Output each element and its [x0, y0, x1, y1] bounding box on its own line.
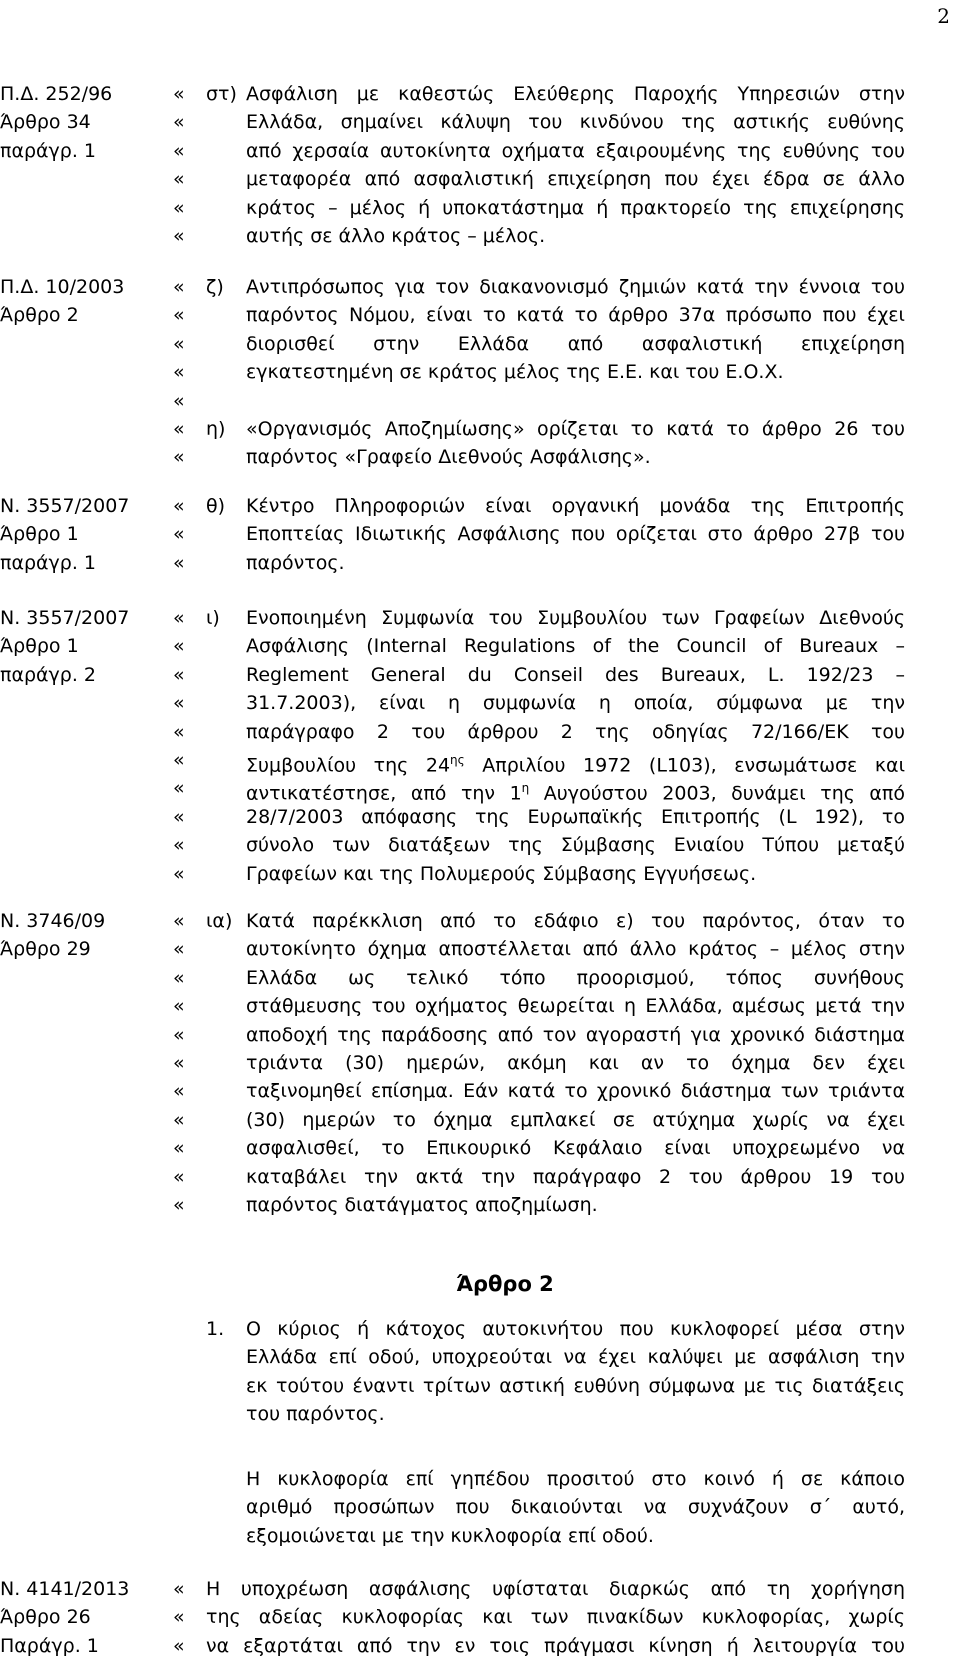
source-reference: Άρθρο 26: [0, 1606, 91, 1629]
page-number: 2: [937, 4, 950, 28]
text-row: [0, 661, 960, 689]
text-row: [0, 632, 960, 660]
definition-text: παρόντος.: [246, 551, 345, 574]
definition-text: κράτος – μέλος ή υποκατάστημα ή πρακτορείο της επιχείρησης: [246, 196, 905, 219]
source-reference: παράγρ. 1: [0, 551, 97, 574]
definition-text: διορισθεί στην Ελλάδα από ασφαλιστική επιχείρηση: [246, 332, 905, 355]
text-row: [0, 1522, 960, 1550]
source-reference: Άρθρο 1: [0, 523, 79, 546]
source-reference: παράγρ. 1: [0, 139, 97, 162]
quote-mark: «: [173, 1606, 185, 1629]
source-reference: παράγρ. 2: [0, 663, 97, 686]
source-reference: Ν. 3557/2007: [0, 495, 130, 517]
text-row: [0, 137, 960, 165]
quote-mark: «: [173, 1051, 185, 1074]
definition-text: 31.7.2003), είναι η συμφωνία η οποία, σύμφωνα με την: [246, 692, 905, 715]
definition-text: παρόντος «Γραφείο Διεθνούς Ασφάλισης».: [246, 446, 651, 469]
quote-mark: «: [173, 523, 185, 546]
quote-mark: «: [173, 834, 185, 857]
quote-mark: «: [173, 1165, 185, 1188]
text-row: [0, 1163, 960, 1191]
definition-text: αποδοχή της παράδοσης από τον αγοραστή για χρονικό διάστημα: [246, 1023, 905, 1046]
item-number: 1.: [206, 1318, 225, 1340]
quote-mark: «: [173, 1023, 185, 1046]
source-reference: Ν. 3746/09: [0, 910, 106, 932]
quote-mark: «: [173, 83, 185, 105]
text-row: [0, 964, 960, 992]
definition-text: Αντιπρόσωπος για τον διακανονισμό ζημιών κατά την έννοια του: [246, 276, 905, 298]
source-reference: Άρθρο 29: [0, 938, 91, 961]
quote-mark: «: [173, 551, 185, 574]
definition-text: Ασφάλιση με καθεστώς Ελεύθερης Παροχής Υπηρεσιών στην: [246, 83, 905, 105]
text-row: [0, 831, 960, 859]
source-reference: Π.Δ. 10/2003: [0, 276, 125, 298]
article-text: του παρόντος.: [246, 1403, 385, 1426]
definition-text: σύνολο των διατάξεων της Σύμβασης Ενιαίου Τύπου μεταξύ: [246, 834, 905, 857]
definition-text: παράγραφο 2 του άρθρου 2 της οδηγίας 72/166/ΕΚ του: [246, 720, 905, 743]
quote-mark: «: [173, 168, 185, 191]
definition-section: [0, 80, 960, 250]
definition-text: παρόντος Νόμου, είναι το κατά το άρθρο 37α πρόσωπο που έχει: [246, 304, 905, 327]
definition-text: Ελλάδα, σημαίνει κάλυψη του κινδύνου της αστικής ευθύνης: [246, 111, 905, 134]
text-row: [0, 443, 960, 471]
definition-section: [0, 273, 960, 472]
definition-text: Συμβουλίου της $24^{\eta\varsigma}$ Απριλίου 1972 (L103), ενσωμάτωσε και: [246, 752, 905, 777]
quote-mark: «: [173, 1578, 185, 1600]
definition-text: μεταφορέα από ασφαλιστική επιχείρηση που έχει έδρα σε άλλο: [246, 168, 905, 191]
article-text: Ο κύριος ή κάτοχος αυτοκινήτου που κυκλοφορεί μέσα στην: [246, 1318, 905, 1340]
text-row: [0, 1049, 960, 1077]
quote-mark: «: [173, 862, 185, 885]
quote-mark: «: [173, 139, 185, 162]
text-row: [0, 492, 960, 520]
text-row: [0, 746, 960, 777]
article-text: εξομοιώνεται με την κυκλοφορία επί οδού.: [246, 1524, 654, 1547]
definition-text: Ασφάλισης (Internal Regulations of the Council of Bureaux –: [246, 635, 905, 658]
definition-text: καταβάλει την ακτά την παράγραφο 2 του άρθρου 19 του: [246, 1165, 905, 1188]
definition-text: Γραφείων και της Πολυμερούς Σύμβασης Εγγυήσεως.: [246, 862, 757, 885]
quote-mark: «: [173, 196, 185, 219]
definition-text: από χερσαία αυτοκίνητα οχήματα εξαιρουμένης της ευθύνης του: [246, 139, 905, 162]
text-row: [0, 992, 960, 1020]
source-reference: Ν. 4141/2013: [0, 1578, 130, 1600]
item-marker: θ): [206, 495, 226, 517]
text-row: [0, 330, 960, 358]
text-row: [0, 1632, 960, 1660]
text-row: [0, 387, 960, 415]
definition-text: Εποπτείας Ιδιωτικής Ασφάλισης που ορίζεται στο άρθρο 27β του: [246, 523, 905, 546]
article-paragraph: [0, 1465, 960, 1550]
quote-mark: «: [173, 1634, 185, 1657]
text-row: [0, 1021, 960, 1049]
quote-mark: «: [173, 1193, 185, 1216]
quote-mark: «: [173, 938, 185, 961]
article-text: εκ τούτου έναντι τρίτων αστική ευθύνη σύμφωνα με τις διατάξεις: [246, 1374, 905, 1397]
definition-text: Η υποχρέωση ασφάλισης υφίσταται διαρκώς από τη χορήγηση: [206, 1578, 905, 1600]
text-row: [0, 1343, 960, 1371]
text-row: [0, 1493, 960, 1521]
text-row: [0, 1400, 960, 1428]
quote-mark: «: [173, 111, 185, 134]
text-row: [0, 80, 960, 108]
quote-mark: «: [173, 224, 185, 247]
source-reference: Ν. 3557/2007: [0, 607, 130, 629]
text-row: [0, 718, 960, 746]
definition-text: της αδείας κυκλοφορίας και των πινακίδων κυκλοφορίας, χωρίς: [206, 1606, 905, 1629]
text-row: [0, 1465, 960, 1493]
quote-mark: «: [173, 1080, 185, 1103]
article-text: Η κυκλοφορία επί γηπέδου προσιτού στο κοινό ή σε κάποιο: [246, 1468, 905, 1490]
text-row: [0, 194, 960, 222]
quote-mark: «: [173, 1137, 185, 1160]
quote-mark: «: [173, 332, 185, 355]
definition-section: [0, 907, 960, 1219]
item-marker: ια): [206, 910, 233, 932]
text-row: [0, 1315, 960, 1343]
source-reference: Άρθρο 34: [0, 111, 91, 134]
source-reference: Παράγρ. 1: [0, 1634, 99, 1657]
text-row: [0, 1575, 960, 1603]
definition-text: (30) ημερών το όχημα εμπλακεί σε ατύχημα χωρίς να έχει: [246, 1108, 905, 1131]
text-row: [0, 520, 960, 548]
text-row: [0, 774, 960, 805]
text-row: [0, 1134, 960, 1162]
quote-mark: «: [173, 495, 185, 517]
text-row: [0, 301, 960, 329]
text-row: [0, 1603, 960, 1631]
quote-mark: «: [173, 692, 185, 715]
definition-section: [0, 492, 960, 577]
quote-mark: «: [173, 389, 185, 412]
text-row: [0, 222, 960, 250]
quote-mark: «: [173, 635, 185, 658]
quote-mark: «: [173, 966, 185, 989]
definition-text: τριάντα (30) ημερών, ακόμη και αν το όχημα δεν έχει: [246, 1051, 905, 1074]
text-row: [0, 273, 960, 301]
definition-text: Ελλάδα ως τελικό τόπο προορισμού, τόπος συνήθους: [246, 966, 905, 989]
text-row: [0, 1106, 960, 1134]
quote-mark: «: [173, 446, 185, 469]
article-paragraph: [0, 1315, 960, 1429]
quote-mark: «: [173, 995, 185, 1018]
definition-text: αυτοκίνητο όχημα αποστέλλεται από άλλο κράτος – μέλος στην: [246, 938, 905, 961]
source-reference: Π.Δ. 252/96: [0, 83, 113, 105]
text-row: [0, 1191, 960, 1219]
source-reference: Άρθρο 2: [0, 304, 79, 327]
text-row: [0, 803, 960, 831]
definition-text: παρόντος διατάγματος αποζημίωση.: [246, 1193, 598, 1216]
item-marker: στ): [206, 83, 237, 105]
text-row: [0, 604, 960, 632]
text-row: [0, 358, 960, 386]
definition-text: «Οργανισμός Αποζημίωσης» ορίζεται το κατά το άρθρο 26 του: [246, 417, 905, 440]
text-row: [0, 689, 960, 717]
quote-mark: «: [173, 417, 185, 440]
definition-text: Κατά παρέκκλιση από το εδάφιο ε) του παρόντος, όταν το: [246, 910, 905, 932]
text-row: [0, 860, 960, 888]
quote-mark: «: [173, 720, 185, 743]
text-row: [0, 907, 960, 935]
definition-section: [0, 604, 960, 888]
definition-text: αντικατέστησε, από την $1^\eta$ Αυγούστου 2003, δυνάμει της από: [246, 781, 905, 805]
definition-text: να εξαρτάται από την εν τοις πράγμασι κίνηση ή λειτουργία του: [206, 1634, 905, 1657]
article-heading: Άρθρο 2: [456, 1272, 554, 1296]
text-row: [0, 549, 960, 577]
text-row: [0, 935, 960, 963]
quote-mark: «: [173, 777, 185, 800]
text-row: [0, 165, 960, 193]
article-text: Ελλάδα επί οδού, υποχρεούται να έχει καλύψει με ασφάλιση την: [246, 1346, 905, 1369]
definition-text: Κέντρο Πληροφοριών είναι οργανική μονάδα της Επιτροπής: [246, 495, 905, 517]
item-marker: ζ): [206, 276, 224, 298]
definition-text: 28/7/2003 απόφασης της Ευρωπαϊκής Επιτροπής (L 192), το: [246, 805, 905, 828]
definition-text: Reglement General du Conseil des Bureaux, L. 192/23 –: [246, 663, 905, 686]
source-reference: Άρθρο 1: [0, 635, 79, 658]
quote-mark: «: [173, 1108, 185, 1131]
text-row: [0, 1372, 960, 1400]
quote-mark: «: [173, 607, 185, 629]
definition-text: Ενοποιημένη Συμφωνία του Συμβουλίου των Γραφείων Διεθνούς: [246, 607, 905, 629]
quote-mark: «: [173, 910, 185, 932]
article-text: αριθμό προσώπων που δικαιούνται να συχνάζουν σ΄ αυτό,: [246, 1496, 905, 1519]
quote-mark: «: [173, 304, 185, 327]
definition-text: στάθμευσης του οχήματος θεωρείται η Ελλάδα, αμέσως μετά την: [246, 995, 905, 1018]
definition-section: [0, 1575, 960, 1660]
definition-text: αυτής σε άλλο κράτος – μέλος.: [246, 224, 546, 247]
quote-mark: «: [173, 748, 185, 771]
quote-mark: «: [173, 361, 185, 384]
quote-mark: «: [173, 805, 185, 828]
text-row: [0, 1077, 960, 1105]
quote-mark: «: [173, 663, 185, 686]
definition-text: ασφαλισθεί, το Επικουρικό Κεφάλαιο είναι υποχρεωμένο να: [246, 1137, 905, 1160]
definition-text: εγκατεστημένη σε κράτος μέλος της Ε.Ε. και του Ε.Ο.Χ.: [246, 361, 784, 384]
text-row: [0, 108, 960, 136]
definition-text: ταξινομηθεί επίσημα. Εάν κατά το χρονικό διάστημα των τριάντα: [246, 1080, 905, 1103]
item-marker: η): [206, 417, 226, 440]
text-row: [0, 415, 960, 443]
quote-mark: «: [173, 276, 185, 298]
item-marker: ι): [206, 607, 220, 629]
